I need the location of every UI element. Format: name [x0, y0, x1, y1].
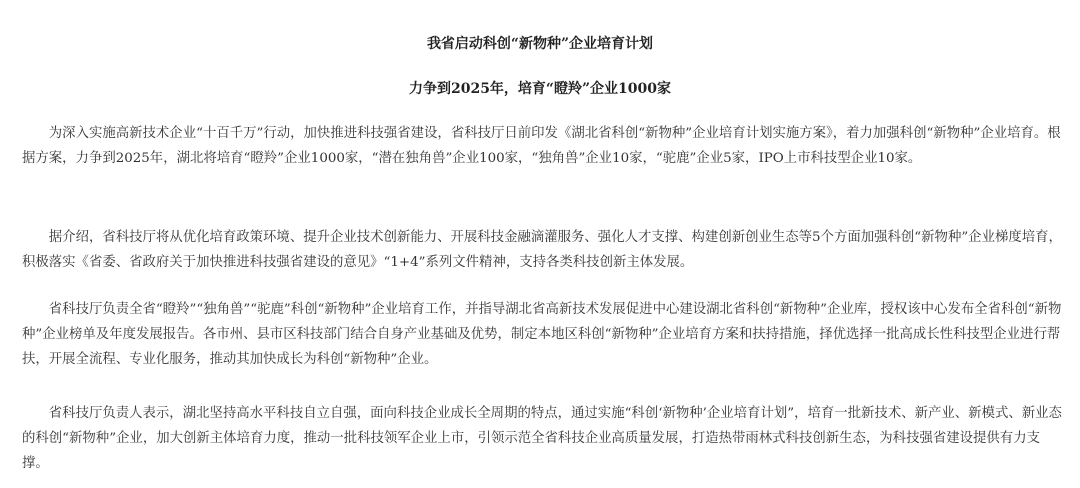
paragraph-3: 省科技厅负责全省“瞪羚”“独角兽”“驼鹿”科创“新物种”企业培育工作，并指导湖北省高新技术发展促进中心建设湖北省科创“新物种”企业库，授权该中心发布全省科创“新物种”企业榜单及年度发展报告。各市州、县市区科技部门结合自身产业基础及优势，制定本地区科创“新物种”企业培育方案和扶持措施，择优选择一批高成长性科技型企业进行帮扶，开展全流程、专业化服务，推动其加快成长为科创“新物种”企业。: [22, 302, 1062, 367]
article-title: 我省启动科创“新物种”企业培育计划: [426, 36, 654, 52]
paragraph-2: 据介绍，省科技厅将从优化培育政策环境、提升企业技术创新能力、开展科技金融滴灌服务、强化人才支撑、构建创新创业生态等5个方面加强科创“新物种”企业梯度培育，积极落实《省委、省政府关于加快推进科技强省建设的意见》“1+4”系列文件精神，支持各类科技创新主体发展。: [22, 230, 1062, 270]
paragraph-4: 省科技厅负责人表示，湖北坚持高水平科技自立自强，面向科技企业成长全周期的特点，通过实施“科创‘新物种’企业培育计划”，培育一批新技术、新产业、新模式、新业态的科创“新物种”企业，加大创新主体培育力度，推动一批科技领军企业上市，引领示范全省科技企业高质量发展，打造热带雨林式科技创新生态，为科技强省建设提供有力支撑。: [22, 406, 1062, 471]
paragraph-1: 为深入实施高新技术企业“十百千万”行动，加快推进科技强省建设，省科技厅日前印发《湖北省科创“新物种”企业培育计划实施方案》，着力加强科创“新物种”企业培育。根据方案，力争到2025年，湖北将培育“瞪羚”企业1000家，“潜在独角兽”企业100家，“独角兽”企业10家，“驼鹿”企业5家，IPO上市科技型企业10家。: [22, 126, 1061, 166]
article-subtitle: 力争到2025年，培育“瞪羚”企业1000家: [408, 81, 672, 97]
